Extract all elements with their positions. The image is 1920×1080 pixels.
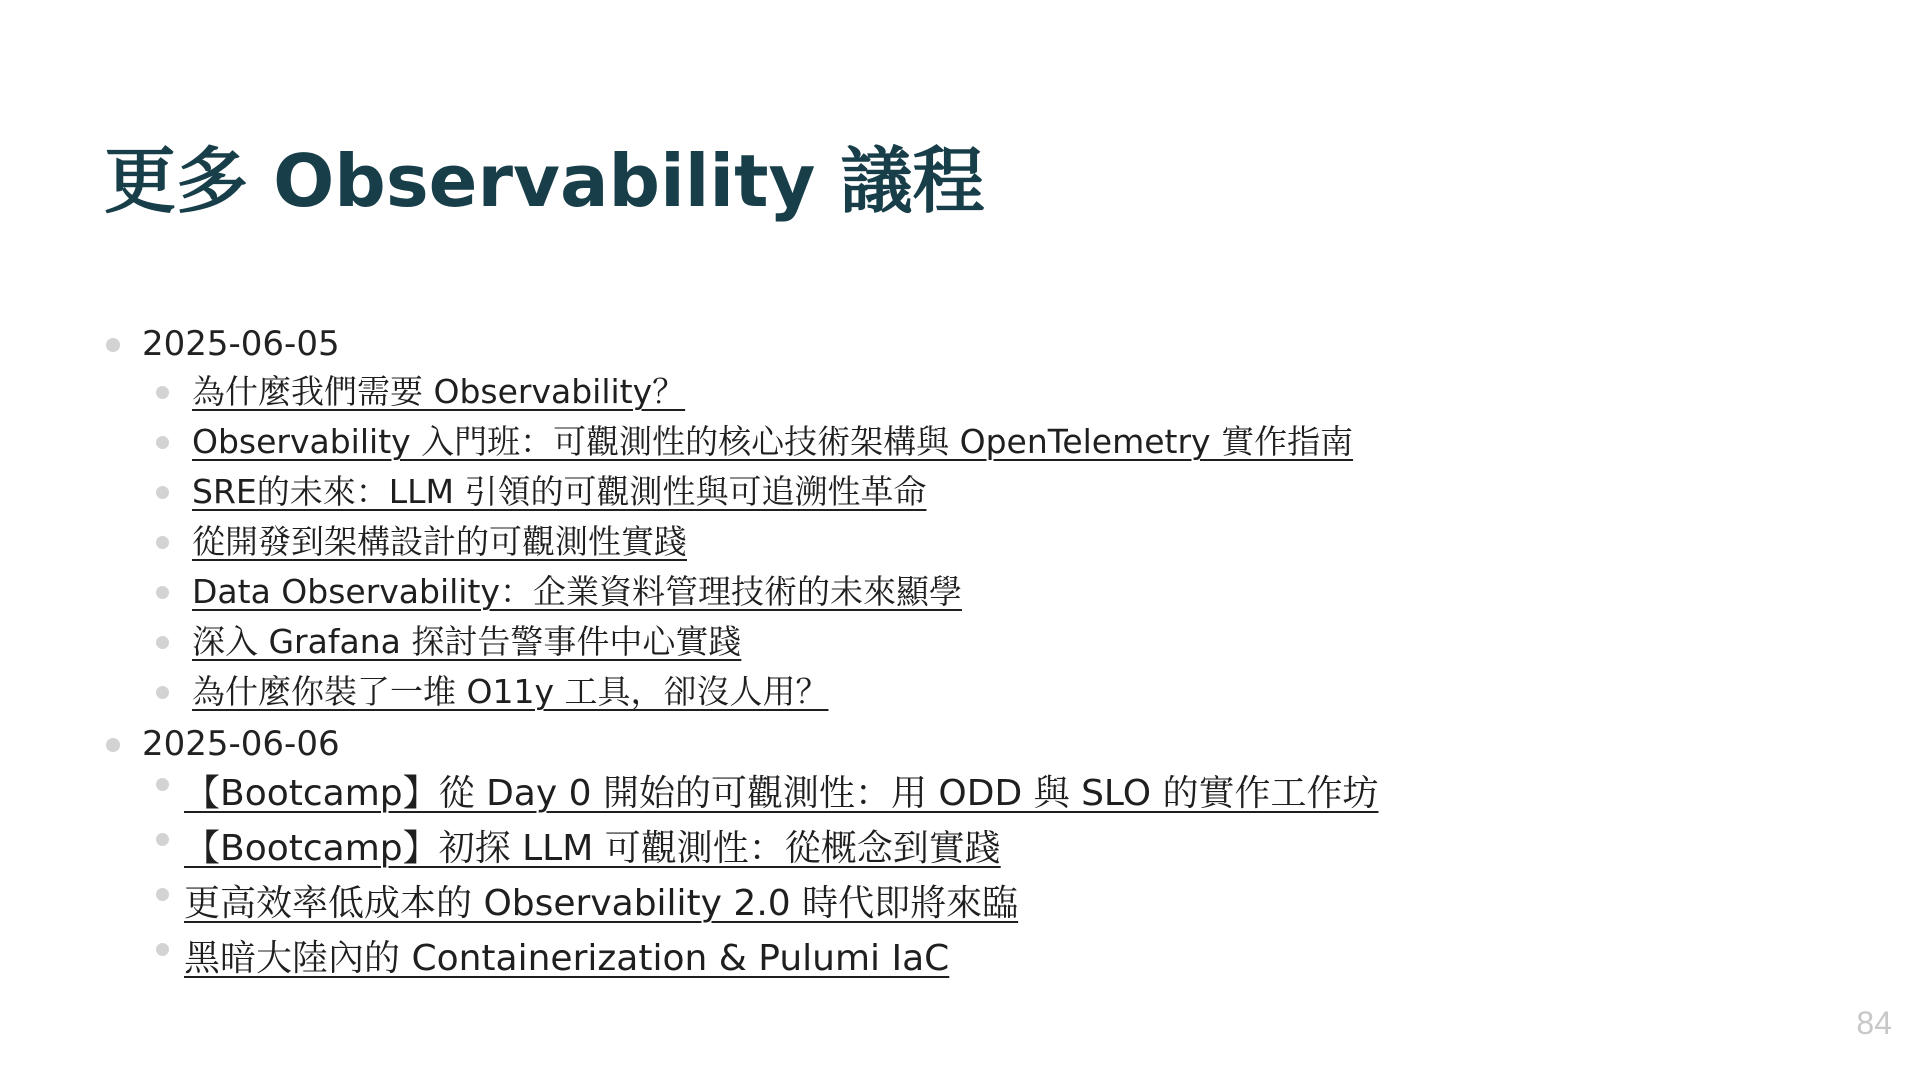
list-item	[104, 518, 1804, 568]
bullet-icon	[156, 778, 169, 791]
bullet-icon	[106, 738, 120, 752]
list-item	[104, 768, 1804, 823]
slide-title: 更多 Observability 議程	[104, 139, 985, 223]
day-heading	[104, 720, 1804, 768]
bullet-icon	[156, 636, 169, 649]
page-number: 84	[1856, 1005, 1892, 1041]
talk-link[interactable]: 【Bootcamp】初探 LLM 可觀測性：從概念到實踐	[184, 828, 1001, 869]
talk-list	[104, 768, 1804, 988]
bullet-icon	[156, 586, 169, 599]
day-heading	[104, 320, 1804, 368]
bullet-icon	[156, 943, 169, 956]
bullet-icon	[106, 338, 120, 352]
talk-link[interactable]: 更高效率低成本的 Observability 2.0 時代即將來臨	[184, 883, 1019, 924]
day-date: 2025-06-05	[142, 324, 340, 364]
talk-link[interactable]: 從開發到架構設計的可觀測性實踐	[192, 522, 687, 561]
list-item	[104, 418, 1804, 468]
day-section-2025-06-06	[104, 720, 1804, 988]
day-section-2025-06-05	[104, 320, 1804, 718]
list-item	[104, 668, 1804, 718]
talk-list	[104, 368, 1804, 718]
agenda-list	[104, 320, 1804, 988]
list-item	[104, 933, 1804, 988]
talk-link[interactable]: 為什麼我們需要 Observability？	[192, 372, 686, 411]
list-item	[104, 823, 1804, 878]
list-item	[104, 468, 1804, 518]
bullet-icon	[156, 486, 169, 499]
talk-link[interactable]: SRE的未來：LLM 引領的可觀測性與可追溯性革命	[192, 472, 927, 511]
bullet-icon	[156, 833, 169, 846]
list-item	[104, 618, 1804, 668]
talk-link[interactable]: 深入 Grafana 探討告警事件中心實踐	[192, 622, 742, 661]
list-item	[104, 878, 1804, 933]
bullet-icon	[156, 436, 169, 449]
bullet-icon	[156, 386, 169, 399]
talk-link[interactable]: Observability 入門班：可觀測性的核心技術架構與 OpenTelemetry 實作指南	[192, 422, 1354, 461]
talk-link[interactable]: 為什麼你裝了一堆 O11y 工具，卻沒人用？	[192, 672, 829, 711]
bullet-icon	[156, 686, 169, 699]
bullet-icon	[156, 536, 169, 549]
talk-link[interactable]: Data Observability：企業資料管理技術的未來顯學	[192, 572, 962, 611]
bullet-icon	[156, 888, 169, 901]
list-item	[104, 568, 1804, 618]
talk-link[interactable]: 黑暗大陸內的 Containerization & Pulumi IaC	[184, 938, 950, 979]
list-item	[104, 368, 1804, 418]
talk-link[interactable]: 【Bootcamp】從 Day 0 開始的可觀測性：用 ODD 與 SLO 的實作工作坊	[184, 773, 1379, 814]
day-date: 2025-06-06	[142, 724, 340, 764]
